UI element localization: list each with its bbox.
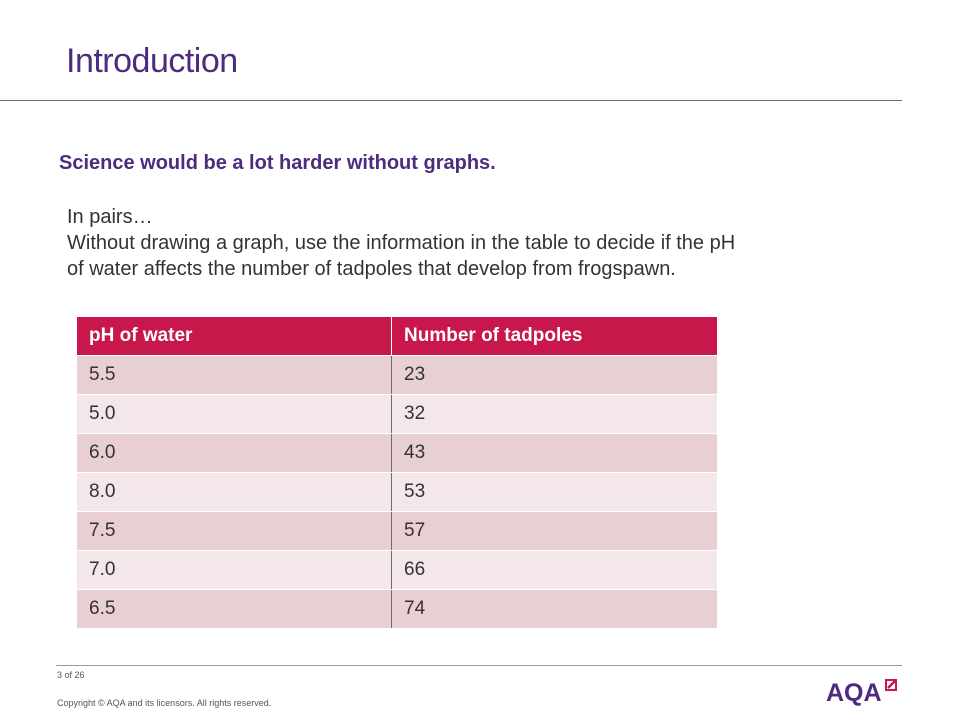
copyright-notice: Copyright © AQA and its licensors. All rights reserved.	[57, 698, 272, 708]
cell-tadpoles: 74	[392, 590, 718, 629]
title-divider	[0, 100, 902, 101]
cell-tadpoles: 53	[392, 473, 718, 512]
instruction-line: In pairs…	[67, 206, 153, 228]
cell-ph: 7.5	[77, 512, 392, 551]
table-row	[77, 590, 718, 629]
cell-tadpoles: 66	[392, 551, 718, 590]
cell-tadpoles: 32	[392, 395, 718, 434]
instructions-text	[67, 204, 887, 282]
cell-ph: 8.0	[77, 473, 392, 512]
table-row	[77, 551, 718, 590]
tadpole-data-table	[76, 316, 718, 629]
table-header-row	[77, 317, 718, 356]
slide-subheading: Science would be a lot harder without graphs.	[59, 152, 496, 174]
cell-tadpoles: 43	[392, 434, 718, 473]
instruction-line: Without drawing a graph, use the information in the table to decide if the pH	[67, 232, 736, 254]
logo-text: AQA	[826, 679, 882, 707]
cell-tadpoles: 23	[392, 356, 718, 395]
instruction-line: of water affects the number of tadpoles that develop from frogspawn.	[67, 258, 676, 280]
cell-ph: 6.0	[77, 434, 392, 473]
table-row	[77, 512, 718, 551]
cell-ph: 5.0	[77, 395, 392, 434]
slide-title: Introduction	[66, 42, 238, 80]
cell-ph: 7.0	[77, 551, 392, 590]
column-header-ph: pH of water	[77, 317, 392, 356]
aqa-pen-mark-icon	[884, 678, 898, 699]
table-row	[77, 356, 718, 395]
footer-divider	[56, 665, 902, 666]
table-row	[77, 434, 718, 473]
cell-tadpoles: 57	[392, 512, 718, 551]
table-row	[77, 395, 718, 434]
cell-ph: 5.5	[77, 356, 392, 395]
cell-ph: 6.5	[77, 590, 392, 629]
table-row	[77, 473, 718, 512]
column-header-tadpoles: Number of tadpoles	[392, 317, 718, 356]
page-number: 3 of 26	[57, 670, 85, 680]
aqa-logo	[826, 680, 898, 706]
